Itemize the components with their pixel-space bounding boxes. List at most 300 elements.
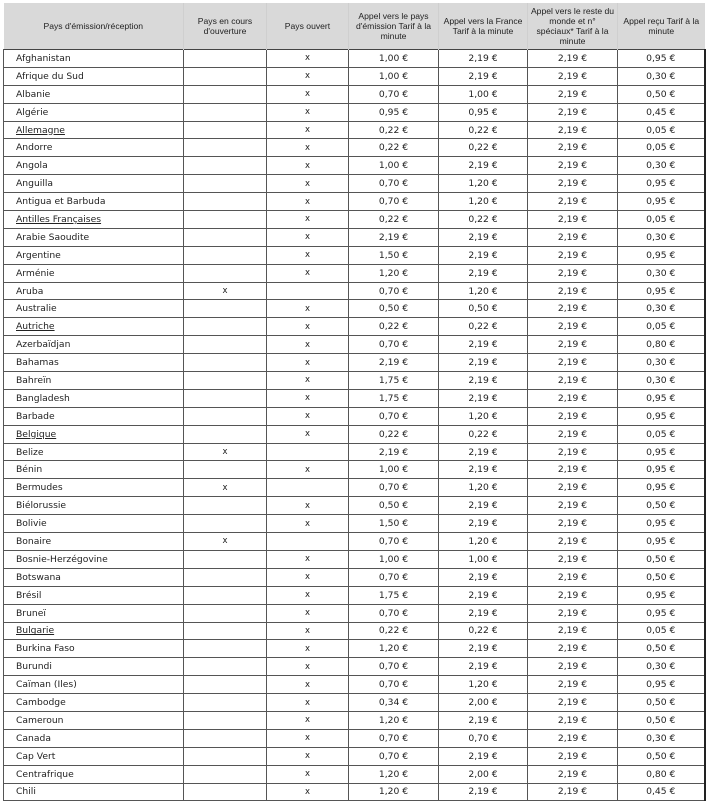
cell-call-world: 2,19 € <box>528 67 618 85</box>
country-name: Albanie <box>16 88 51 100</box>
cell-opening <box>184 103 267 121</box>
cell-call-received: 0,30 € <box>618 228 705 246</box>
country-name: Bangladesh <box>16 392 70 404</box>
cell-call-local: 2,19 € <box>349 228 439 246</box>
table-row <box>4 85 705 103</box>
cell-opening: x <box>184 282 267 300</box>
table-row <box>4 336 705 354</box>
cell-call-received: 0,80 € <box>618 336 705 354</box>
cell-call-world: 2,19 € <box>528 604 618 622</box>
cell-opening <box>184 747 267 765</box>
cell-opening <box>184 765 267 783</box>
cell-call-received: 0,95 € <box>618 246 705 264</box>
cell-country <box>4 550 184 568</box>
table-row <box>4 354 705 372</box>
cell-opening <box>184 729 267 747</box>
table-row <box>4 67 705 85</box>
cell-call-local: 1,50 € <box>349 515 439 533</box>
table-row <box>4 443 705 461</box>
country-link[interactable]: Allemagne <box>16 124 65 136</box>
cell-opening <box>184 461 267 479</box>
cell-call-world: 2,19 € <box>528 211 618 229</box>
cell-call-received: 0,95 € <box>618 604 705 622</box>
cell-open: x <box>267 604 349 622</box>
cell-call-france: 1,20 € <box>439 533 528 551</box>
country-name: Afghanistan <box>16 52 71 64</box>
cell-opening <box>184 50 267 68</box>
cell-open: x <box>267 50 349 68</box>
cell-country <box>4 658 184 676</box>
cell-opening <box>184 246 267 264</box>
cell-call-received: 0,05 € <box>618 211 705 229</box>
cell-call-local: 1,20 € <box>349 711 439 729</box>
cell-country <box>4 533 184 551</box>
cell-call-world: 2,19 € <box>528 515 618 533</box>
cell-call-france: 0,95 € <box>439 103 528 121</box>
cell-call-world: 2,19 € <box>528 658 618 676</box>
cell-call-local: 1,00 € <box>349 550 439 568</box>
table-row <box>4 407 705 425</box>
cell-opening <box>184 676 267 694</box>
cell-open: x <box>267 568 349 586</box>
table-body <box>4 50 705 801</box>
cell-country <box>4 479 184 497</box>
cell-call-france: 1,00 € <box>439 550 528 568</box>
cell-opening <box>184 85 267 103</box>
cell-call-france: 0,50 € <box>439 300 528 318</box>
cell-country <box>4 747 184 765</box>
cell-call-france: 1,20 € <box>439 193 528 211</box>
cell-call-received: 0,30 € <box>618 729 705 747</box>
cell-call-received: 0,95 € <box>618 515 705 533</box>
cell-call-france: 2,19 € <box>439 372 528 390</box>
cell-opening <box>184 783 267 801</box>
cell-open <box>267 533 349 551</box>
cell-opening: x <box>184 479 267 497</box>
cell-call-local: 1,00 € <box>349 67 439 85</box>
cell-call-received: 0,45 € <box>618 103 705 121</box>
country-name: Burundi <box>16 661 52 673</box>
country-name: Aruba <box>16 285 44 297</box>
country-name: Cap Vert <box>16 750 56 762</box>
cell-opening <box>184 372 267 390</box>
cell-call-world: 2,19 € <box>528 85 618 103</box>
cell-call-france: 0,70 € <box>439 729 528 747</box>
cell-call-world: 2,19 € <box>528 157 618 175</box>
cell-open: x <box>267 676 349 694</box>
cell-opening: x <box>184 443 267 461</box>
country-name: Canada <box>16 732 51 744</box>
cell-call-received: 0,30 € <box>618 372 705 390</box>
cell-call-local: 0,70 € <box>349 193 439 211</box>
cell-opening <box>184 586 267 604</box>
cell-open: x <box>267 85 349 103</box>
cell-country <box>4 515 184 533</box>
table-row <box>4 372 705 390</box>
cell-country <box>4 676 184 694</box>
cell-open: x <box>267 711 349 729</box>
cell-call-local: 0,50 € <box>349 300 439 318</box>
cell-open: x <box>267 211 349 229</box>
cell-call-france: 2,00 € <box>439 694 528 712</box>
cell-call-local: 0,50 € <box>349 497 439 515</box>
cell-open: x <box>267 264 349 282</box>
cell-call-france: 0,22 € <box>439 622 528 640</box>
cell-call-world: 2,19 € <box>528 50 618 68</box>
cell-call-world: 2,19 € <box>528 354 618 372</box>
cell-country <box>4 497 184 515</box>
country-name: Antigua et Barbuda <box>16 196 106 208</box>
cell-call-received: 0,05 € <box>618 139 705 157</box>
country-name: Azerbaïdjan <box>16 339 71 351</box>
cell-call-france: 2,19 € <box>439 461 528 479</box>
country-name: Arménie <box>16 267 55 279</box>
cell-call-received: 0,95 € <box>618 676 705 694</box>
country-name: Burkina Faso <box>16 643 75 655</box>
cell-country <box>4 694 184 712</box>
cell-call-world: 2,19 € <box>528 372 618 390</box>
cell-call-world: 2,19 € <box>528 103 618 121</box>
cell-call-local: 1,75 € <box>349 586 439 604</box>
cell-call-france: 2,19 € <box>439 336 528 354</box>
cell-open: x <box>267 336 349 354</box>
cell-call-france: 0,22 € <box>439 139 528 157</box>
cell-call-france: 0,22 € <box>439 121 528 139</box>
cell-call-received: 0,95 € <box>618 282 705 300</box>
table-row <box>4 246 705 264</box>
cell-call-world: 2,19 € <box>528 443 618 461</box>
table-row <box>4 694 705 712</box>
cell-call-received: 0,50 € <box>618 550 705 568</box>
cell-open: x <box>267 103 349 121</box>
cell-open: x <box>267 586 349 604</box>
cell-call-local: 2,19 € <box>349 443 439 461</box>
cell-call-local: 0,22 € <box>349 318 439 336</box>
cell-call-world: 2,19 € <box>528 622 618 640</box>
cell-country <box>4 354 184 372</box>
cell-country <box>4 604 184 622</box>
cell-open: x <box>267 747 349 765</box>
cell-call-world: 2,19 € <box>528 765 618 783</box>
cell-call-france: 1,20 € <box>439 407 528 425</box>
country-name: Algérie <box>16 106 49 118</box>
cell-country <box>4 103 184 121</box>
cell-call-france: 2,19 € <box>439 228 528 246</box>
country-name: Bosnie-Herzégovine <box>16 553 108 565</box>
country-name: Bahamas <box>16 357 59 369</box>
cell-call-world: 2,19 € <box>528 729 618 747</box>
cell-country <box>4 389 184 407</box>
table-row <box>4 228 705 246</box>
cell-call-local: 0,70 € <box>349 604 439 622</box>
cell-country <box>4 461 184 479</box>
table-row <box>4 729 705 747</box>
cell-open: x <box>267 389 349 407</box>
table-row <box>4 550 705 568</box>
cell-opening <box>184 228 267 246</box>
country-name: Barbade <box>16 410 55 422</box>
cell-country <box>4 264 184 282</box>
cell-call-received: 0,50 € <box>618 747 705 765</box>
table-row <box>4 425 705 443</box>
cell-call-world: 2,19 € <box>528 282 618 300</box>
cell-open: x <box>267 139 349 157</box>
cell-opening <box>184 157 267 175</box>
cell-call-received: 0,95 € <box>618 407 705 425</box>
table-row <box>4 711 705 729</box>
country-name: Brésil <box>16 589 42 601</box>
country-link[interactable]: Antilles Françaises <box>16 213 102 225</box>
cell-open: x <box>267 318 349 336</box>
cell-call-france: 2,19 € <box>439 50 528 68</box>
cell-call-france: 2,19 € <box>439 568 528 586</box>
cell-call-france: 2,19 € <box>439 389 528 407</box>
cell-open: x <box>267 515 349 533</box>
cell-country <box>4 372 184 390</box>
cell-open: x <box>267 550 349 568</box>
cell-country <box>4 586 184 604</box>
cell-opening <box>184 622 267 640</box>
cell-call-world: 2,19 € <box>528 246 618 264</box>
cell-call-received: 0,30 € <box>618 658 705 676</box>
cell-call-world: 2,19 € <box>528 139 618 157</box>
cell-opening <box>184 67 267 85</box>
cell-call-local: 0,70 € <box>349 282 439 300</box>
cell-open: x <box>267 622 349 640</box>
cell-call-france: 2,19 € <box>439 497 528 515</box>
country-name: Bruneï <box>16 607 46 619</box>
cell-call-france: 2,19 € <box>439 354 528 372</box>
cell-country <box>4 425 184 443</box>
table-row <box>4 121 705 139</box>
table-row <box>4 318 705 336</box>
cell-open: x <box>267 461 349 479</box>
cell-call-local: 1,75 € <box>349 372 439 390</box>
cell-opening <box>184 211 267 229</box>
table-row <box>4 676 705 694</box>
cell-opening <box>184 389 267 407</box>
cell-call-received: 0,50 € <box>618 85 705 103</box>
cell-call-local: 1,20 € <box>349 264 439 282</box>
cell-call-world: 2,19 € <box>528 711 618 729</box>
cell-call-france: 2,19 € <box>439 515 528 533</box>
country-name: Bénin <box>16 464 43 476</box>
country-name: Angola <box>16 160 48 172</box>
cell-call-received: 0,80 € <box>618 765 705 783</box>
cell-call-received: 0,50 € <box>618 640 705 658</box>
cell-call-france: 2,19 € <box>439 157 528 175</box>
cell-open: x <box>267 497 349 515</box>
cell-country <box>4 228 184 246</box>
cell-country <box>4 175 184 193</box>
table-row <box>4 50 705 68</box>
cell-call-received: 0,95 € <box>618 479 705 497</box>
cell-call-local: 0,70 € <box>349 676 439 694</box>
cell-country <box>4 121 184 139</box>
cell-country <box>4 443 184 461</box>
cell-call-world: 2,19 € <box>528 425 618 443</box>
cell-call-received: 0,50 € <box>618 568 705 586</box>
cell-call-france: 2,00 € <box>439 765 528 783</box>
cell-call-world: 2,19 € <box>528 121 618 139</box>
cell-call-received: 0,05 € <box>618 622 705 640</box>
cell-country <box>4 622 184 640</box>
cell-call-france: 2,19 € <box>439 67 528 85</box>
cell-call-world: 2,19 € <box>528 550 618 568</box>
cell-call-received: 0,95 € <box>618 443 705 461</box>
cell-call-local: 0,95 € <box>349 103 439 121</box>
cell-call-local: 0,70 € <box>349 747 439 765</box>
cell-open: x <box>267 175 349 193</box>
country-name: Botswana <box>16 571 61 583</box>
country-name: Cambodge <box>16 697 66 708</box>
table-row <box>4 747 705 765</box>
cell-call-local: 1,20 € <box>349 783 439 801</box>
cell-call-france: 0,22 € <box>439 425 528 443</box>
table-row <box>4 658 705 676</box>
cell-call-local: 0,22 € <box>349 121 439 139</box>
cell-call-received: 0,05 € <box>618 121 705 139</box>
cell-open: x <box>267 783 349 801</box>
table-row <box>4 282 705 300</box>
cell-call-france: 2,19 € <box>439 640 528 658</box>
cell-opening <box>184 568 267 586</box>
cell-country <box>4 139 184 157</box>
table-row <box>4 604 705 622</box>
tariff-table <box>3 3 706 801</box>
cell-open <box>267 479 349 497</box>
cell-call-received: 0,30 € <box>618 264 705 282</box>
cell-country <box>4 568 184 586</box>
header-opening: Pays en cours d'ouverture <box>184 3 267 50</box>
cell-open: x <box>267 157 349 175</box>
cell-call-local: 0,22 € <box>349 211 439 229</box>
cell-opening: x <box>184 533 267 551</box>
cell-call-world: 2,19 € <box>528 407 618 425</box>
cell-call-received: 0,50 € <box>618 711 705 729</box>
cell-call-world: 2,19 € <box>528 300 618 318</box>
country-name: Andorre <box>16 142 53 154</box>
country-name: Arabie Saoudite <box>16 231 90 243</box>
cell-call-local: 0,70 € <box>349 175 439 193</box>
cell-opening <box>184 711 267 729</box>
cell-open: x <box>267 729 349 747</box>
cell-call-world: 2,19 € <box>528 389 618 407</box>
table-row <box>4 211 705 229</box>
country-link[interactable]: Autriche <box>16 321 55 333</box>
cell-call-world: 2,19 € <box>528 747 618 765</box>
country-name: Caïman (Iles) <box>16 679 77 691</box>
cell-call-world: 2,19 € <box>528 193 618 211</box>
cell-call-local: 0,22 € <box>349 622 439 640</box>
cell-call-france: 1,00 € <box>439 85 528 103</box>
country-name: Chili <box>16 786 36 798</box>
cell-call-france: 2,19 € <box>439 246 528 264</box>
cell-country <box>4 193 184 211</box>
cell-call-local: 0,70 € <box>349 336 439 354</box>
country-name: Centrafrique <box>16 768 74 780</box>
cell-call-received: 0,30 € <box>618 157 705 175</box>
cell-call-france: 2,19 € <box>439 586 528 604</box>
table-row <box>4 515 705 533</box>
cell-call-france: 2,19 € <box>439 443 528 461</box>
cell-country <box>4 211 184 229</box>
cell-open: x <box>267 372 349 390</box>
cell-call-world: 2,19 € <box>528 479 618 497</box>
cell-opening <box>184 139 267 157</box>
country-name: Argentine <box>16 249 61 261</box>
table-row <box>4 622 705 640</box>
table-row <box>4 586 705 604</box>
table-row <box>4 175 705 193</box>
cell-open: x <box>267 658 349 676</box>
cell-call-world: 2,19 € <box>528 336 618 354</box>
country-link[interactable]: Bulgarie <box>16 625 55 637</box>
cell-country <box>4 640 184 658</box>
cell-country <box>4 318 184 336</box>
cell-call-france: 2,19 € <box>439 783 528 801</box>
cell-call-local: 0,34 € <box>349 694 439 712</box>
cell-call-world: 2,19 € <box>528 228 618 246</box>
cell-opening <box>184 640 267 658</box>
cell-call-local: 0,70 € <box>349 479 439 497</box>
country-name: Bahreïn <box>16 374 52 386</box>
cell-opening <box>184 515 267 533</box>
table-row <box>4 568 705 586</box>
table-row <box>4 264 705 282</box>
cell-opening <box>184 318 267 336</box>
cell-call-local: 1,00 € <box>349 50 439 68</box>
cell-open <box>267 443 349 461</box>
cell-opening <box>184 425 267 443</box>
cell-call-local: 1,75 € <box>349 389 439 407</box>
cell-call-world: 2,19 € <box>528 568 618 586</box>
cell-call-france: 1,20 € <box>439 282 528 300</box>
table-row <box>4 640 705 658</box>
cell-call-france: 2,19 € <box>439 747 528 765</box>
table-row <box>4 783 705 801</box>
table-row <box>4 497 705 515</box>
cell-call-received: 0,05 € <box>618 318 705 336</box>
cell-call-local: 0,70 € <box>349 407 439 425</box>
table-row <box>4 765 705 783</box>
cell-call-received: 0,95 € <box>618 586 705 604</box>
country-link[interactable]: Belgique <box>16 428 57 440</box>
cell-open <box>267 282 349 300</box>
cell-call-local: 1,20 € <box>349 765 439 783</box>
cell-open: x <box>267 640 349 658</box>
cell-opening <box>184 550 267 568</box>
cell-call-world: 2,19 € <box>528 461 618 479</box>
cell-call-received: 0,50 € <box>618 497 705 515</box>
cell-open: x <box>267 228 349 246</box>
cell-call-received: 0,05 € <box>618 425 705 443</box>
cell-call-france: 1,20 € <box>439 479 528 497</box>
cell-call-local: 1,00 € <box>349 461 439 479</box>
cell-call-world: 2,19 € <box>528 497 618 515</box>
table-row <box>4 157 705 175</box>
cell-call-local: 1,00 € <box>349 157 439 175</box>
country-name: Belize <box>16 446 44 458</box>
cell-call-local: 0,22 € <box>349 425 439 443</box>
table-row <box>4 139 705 157</box>
cell-country <box>4 765 184 783</box>
cell-opening <box>184 193 267 211</box>
cell-opening <box>184 300 267 318</box>
cell-call-france: 2,19 € <box>439 264 528 282</box>
cell-call-world: 2,19 € <box>528 533 618 551</box>
cell-call-france: 1,20 € <box>439 676 528 694</box>
